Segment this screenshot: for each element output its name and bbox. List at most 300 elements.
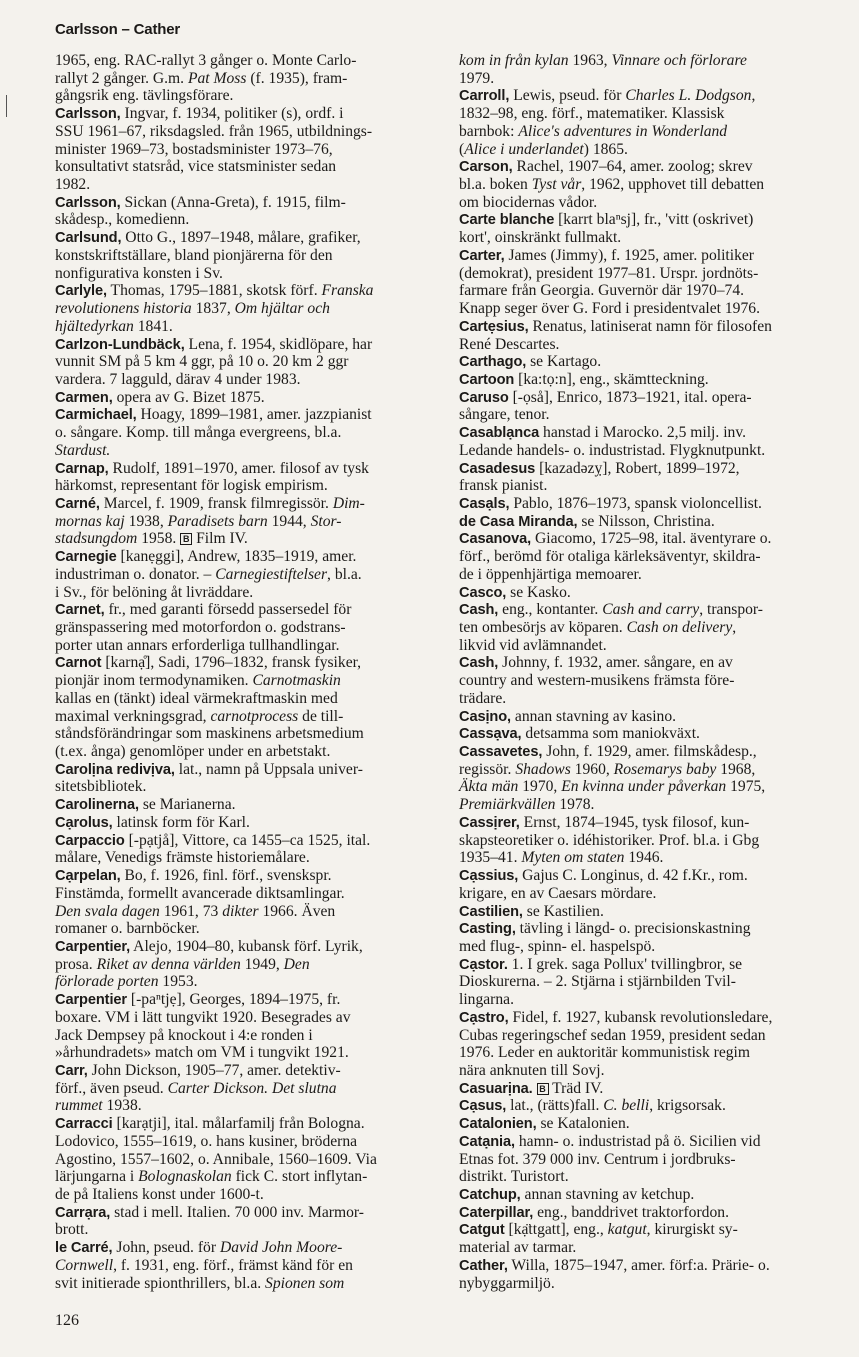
body-text: skådesp., komedienn. bbox=[55, 211, 190, 229]
text-line bbox=[55, 1044, 435, 1062]
text-line bbox=[55, 389, 435, 407]
body-text: [karnạ̊], Sadi, 1796–1832, fransk fysiker, bbox=[101, 654, 362, 672]
text-line bbox=[55, 442, 435, 460]
body-text: se Kasko. bbox=[506, 583, 571, 601]
headword: Carte blanche bbox=[459, 212, 555, 229]
text-line bbox=[459, 530, 839, 548]
headword: Carpentier, bbox=[55, 938, 131, 955]
body-text: 1965, eng. RAC-rallyt 3 gånger o. Monte Carlo- bbox=[55, 52, 357, 69]
headword: Catalonien, bbox=[459, 1116, 537, 1133]
body-text: pionjär inom termodynamiken. bbox=[55, 672, 253, 690]
italic-text: Alice i underlandet bbox=[464, 140, 584, 158]
headword: Casting, bbox=[459, 921, 516, 938]
body-text: 1978. bbox=[555, 796, 595, 814]
body-text: , transpor- bbox=[699, 601, 763, 619]
body-text: John Dickson, 1905–77, amer. detektiv- bbox=[87, 1061, 341, 1079]
body-text: ( bbox=[459, 140, 465, 158]
headword: Carnegie bbox=[55, 549, 117, 566]
text-line bbox=[459, 1027, 839, 1045]
body-text: Knapp seger över G. Ford i presidentvalet 1976. bbox=[459, 300, 760, 318]
body-text: lingarna. bbox=[459, 991, 514, 1009]
body-text: prosa. bbox=[55, 955, 97, 973]
text-line bbox=[55, 814, 435, 832]
headword: Cather, bbox=[459, 1257, 508, 1274]
text-line bbox=[55, 619, 435, 637]
text-line bbox=[459, 1168, 839, 1186]
body-text: ten ombesörjs av köparen. bbox=[459, 619, 627, 636]
text-line bbox=[55, 796, 435, 814]
text-line bbox=[459, 584, 839, 602]
text-line bbox=[55, 87, 435, 105]
body-text: John, f. 1929, amer. filmskådesp., bbox=[542, 743, 757, 761]
italic-text: C. belli bbox=[603, 1097, 650, 1115]
body-text: Lewis, pseud. för bbox=[509, 87, 626, 105]
body-text: de på Italiens konst under 1600-t. bbox=[55, 1186, 264, 1203]
text-line bbox=[55, 991, 435, 1009]
body-text: [kạ̈ttgatt], eng., bbox=[504, 1221, 608, 1239]
headword: Carpaccio bbox=[55, 832, 125, 849]
text-line bbox=[459, 1009, 839, 1027]
headword: Catchup, bbox=[459, 1187, 521, 1203]
text-line bbox=[55, 743, 435, 761]
body-text: maximal verkningsgrad, bbox=[55, 707, 211, 725]
body-text: (t.ex. ånga) genomlöper under en arbetstakt. bbox=[55, 743, 331, 761]
text-line bbox=[459, 814, 839, 832]
headword: Casadesus bbox=[459, 460, 536, 477]
text-line bbox=[459, 336, 839, 354]
body-text: om biocidernas vådor. bbox=[459, 193, 598, 211]
body-text: fr., med garanti försedd passersedel för bbox=[104, 601, 352, 619]
text-line bbox=[55, 247, 435, 265]
body-text: vunnit SM på 5 km 4 ggr, på 10 o. 20 km 2 ggr bbox=[55, 353, 349, 371]
body-text: [kazadəzỵ], Robert, 1899–1972, bbox=[535, 459, 740, 477]
text-line bbox=[55, 903, 435, 921]
body-text: 1976. Leder en auktoritär kommunistisk regim bbox=[459, 1044, 751, 1062]
body-text: gångsrik eng. tävlingsförare. bbox=[55, 87, 234, 105]
text-line bbox=[459, 867, 839, 885]
body-text: Sickan (Anna-Greta), f. 1915, film- bbox=[120, 193, 346, 211]
body-text: 1837, bbox=[191, 300, 235, 318]
text-line bbox=[459, 1239, 839, 1257]
text-line bbox=[55, 336, 435, 354]
body-text: 1961, 73 bbox=[159, 902, 223, 920]
italic-text: David John Moore- bbox=[219, 1239, 343, 1257]
text-line bbox=[459, 832, 839, 850]
text-line bbox=[55, 1097, 435, 1115]
text-line bbox=[459, 903, 839, 921]
body-text: bl.a. boken bbox=[459, 176, 532, 194]
body-text: Träd IV. bbox=[548, 1079, 604, 1097]
italic-text: carnotprocess bbox=[210, 707, 299, 725]
left-column bbox=[55, 52, 435, 1292]
text-line bbox=[55, 1080, 435, 1098]
body-text: 1938. bbox=[102, 1097, 142, 1115]
italic-text: Myten om staten bbox=[521, 849, 625, 867]
headword: Carson, bbox=[459, 159, 513, 176]
text-line bbox=[55, 211, 435, 229]
italic-text: Dim- bbox=[332, 494, 365, 512]
text-line bbox=[459, 282, 839, 300]
headword: Casịno, bbox=[459, 708, 512, 725]
body-text: annan stavning av kasino. bbox=[511, 707, 677, 725]
text-line bbox=[459, 601, 839, 619]
text-line bbox=[459, 460, 839, 478]
text-line bbox=[459, 938, 839, 956]
headword: Casablạnca bbox=[459, 425, 540, 442]
italic-text: Shadows bbox=[515, 760, 571, 778]
body-text: farmare från Georgia. Guvernör där 1970–74. bbox=[459, 282, 745, 300]
text-line bbox=[459, 176, 839, 194]
text-line bbox=[459, 708, 839, 726]
body-text: se Katalonien. bbox=[536, 1115, 630, 1133]
text-line bbox=[55, 1009, 435, 1027]
text-line bbox=[55, 141, 435, 159]
text-line bbox=[55, 371, 435, 389]
body-text: regissör. bbox=[459, 760, 516, 778]
body-text: 1944, bbox=[267, 512, 311, 530]
text-line bbox=[55, 672, 435, 690]
text-line bbox=[55, 1257, 435, 1275]
headword: Carroll, bbox=[459, 88, 510, 105]
text-line bbox=[55, 1168, 435, 1186]
body-text: Lena, f. 1954, skidlöpare, har bbox=[184, 335, 373, 353]
text-line bbox=[55, 867, 435, 885]
body-text: Rudolf, 1891–1970, amer. filosof av tysk bbox=[108, 459, 369, 477]
body-text: rallyt 2 gånger. G.m. bbox=[55, 69, 188, 87]
text-line bbox=[55, 920, 435, 938]
body-text: Giacomo, 1725–98, ital. äventyrare o. bbox=[531, 530, 772, 548]
body-text: opera av G. Bizet 1875. bbox=[112, 388, 265, 406]
page-number: 126 bbox=[55, 1312, 79, 1329]
headword: Carolinerna, bbox=[55, 797, 139, 814]
headword: Catạnia, bbox=[459, 1133, 515, 1150]
headword: Cartoon bbox=[459, 371, 515, 388]
body-text: konsultativt statsråd, vice statsminister sedan bbox=[55, 158, 337, 176]
text-line bbox=[55, 176, 435, 194]
body-text: se Marianerna. bbox=[138, 796, 236, 814]
body-text: härkomst, representant för logisk empirism. bbox=[55, 477, 328, 495]
text-line bbox=[55, 938, 435, 956]
text-line bbox=[459, 920, 839, 938]
text-line bbox=[459, 725, 839, 743]
body-text: [-pạtjå], Vittore, ca 1455–ca 1525, ital. bbox=[124, 831, 371, 849]
text-line bbox=[459, 1097, 839, 1115]
body-text: 1968, bbox=[716, 760, 756, 778]
italic-text: En kvinna under påverkan bbox=[561, 778, 727, 796]
headword: Carmichael, bbox=[55, 407, 137, 424]
body-text: [-paⁿtjẹ], Georges, 1894–1975, fr. bbox=[127, 991, 341, 1009]
text-line bbox=[459, 956, 839, 974]
text-line bbox=[459, 1257, 839, 1275]
italic-text: Carter Dickson. Det slutna bbox=[167, 1079, 337, 1097]
text-line bbox=[459, 513, 839, 531]
headword: Cartẹsius, bbox=[459, 318, 529, 335]
text-line bbox=[459, 690, 839, 708]
body-text: [karạtji], ital. målarfamilj från Bologna. bbox=[112, 1115, 365, 1133]
text-line bbox=[55, 229, 435, 247]
text-line bbox=[55, 282, 435, 300]
headword: Casco, bbox=[459, 584, 507, 601]
text-line bbox=[459, 1080, 839, 1098]
body-text: 1960, bbox=[570, 760, 614, 778]
italic-text: Franska bbox=[321, 282, 374, 300]
body-text: ståndsförändringar som maskinens arbetsmedium bbox=[55, 725, 364, 743]
headword: Cassạva, bbox=[459, 726, 522, 743]
italic-text: Cornwell bbox=[55, 1256, 114, 1274]
body-text: Thomas, 1795–1881, skotsk förf. bbox=[106, 282, 322, 300]
text-line bbox=[459, 300, 839, 318]
text-line bbox=[55, 1221, 435, 1239]
text-line bbox=[55, 885, 435, 903]
text-line bbox=[55, 1204, 435, 1222]
headword: Cạssius, bbox=[459, 868, 519, 885]
text-line bbox=[55, 832, 435, 850]
body-text: eng., banddrivet traktorfordon. bbox=[533, 1203, 729, 1221]
body-text: Johnny, f. 1932, amer. sångare, en av bbox=[498, 654, 733, 672]
italic-text: hjältedyrkan bbox=[55, 317, 134, 335]
body-text: nära anknuten till Sovj. bbox=[459, 1061, 605, 1079]
body-text: gränspassering med motorfordon o. godstrans- bbox=[55, 619, 346, 636]
body-text: krigare, en av Caesars mördare. bbox=[459, 884, 657, 902]
body-text: 1946. bbox=[624, 849, 664, 867]
italic-text: dikter bbox=[222, 902, 259, 920]
body-text: 1982. bbox=[55, 176, 91, 194]
text-line bbox=[459, 158, 839, 176]
headword: Carnot bbox=[55, 655, 102, 672]
italic-text: Stardust. bbox=[55, 441, 111, 459]
headword: le Carré, bbox=[55, 1240, 113, 1257]
body-text: [kanẹggi], Andrew, 1835–1919, amer. bbox=[116, 548, 357, 566]
body-text: Marcel, f. 1909, fransk filmregissör. bbox=[99, 494, 333, 512]
body-text: Ingvar, f. 1934, politiker (s), ordf. i bbox=[120, 105, 344, 123]
body-text: (demokrat), president 1977–81. Urspr. jordnöts- bbox=[459, 264, 759, 282]
text-line bbox=[55, 530, 435, 548]
italic-text: Den svala dagen bbox=[55, 902, 160, 920]
body-text: vardera. 7 lagguld, därav 4 under 1983. bbox=[55, 370, 301, 388]
body-text: eng., kontanter. bbox=[498, 601, 603, 619]
text-line bbox=[459, 87, 839, 105]
body-text: boxare. VM i lätt tungvikt 1920. Besegrades av bbox=[55, 1008, 351, 1026]
body-text: trädare. bbox=[459, 689, 507, 707]
body-text: [ka:tọ:n], eng., skämtteckning. bbox=[514, 370, 709, 388]
headword: de Casa Miranda, bbox=[459, 513, 578, 530]
body-text: [karrt blaⁿsj], fr., 'vitt (oskrivet) bbox=[554, 211, 754, 229]
body-text: stad i mell. Italien. 70 000 inv. Marmor- bbox=[110, 1203, 364, 1221]
body-text: nybyggarmiljö. bbox=[459, 1274, 555, 1292]
headword: Carr, bbox=[55, 1062, 88, 1079]
text-line bbox=[459, 1151, 839, 1169]
italic-text: Cash and carry bbox=[602, 601, 700, 619]
text-line bbox=[459, 389, 839, 407]
body-text: annan stavning av ketchup. bbox=[520, 1186, 695, 1203]
text-line bbox=[55, 123, 435, 141]
italic-text: Charles L. Dodgson bbox=[625, 87, 752, 105]
text-line bbox=[55, 654, 435, 672]
body-text: svit initierade spionthrillers, bl.a. bbox=[55, 1274, 266, 1292]
text-line bbox=[459, 654, 839, 672]
italic-text: Vinnare och förlorare bbox=[611, 52, 747, 69]
text-line bbox=[459, 566, 839, 584]
body-text: Cubas regeringschef sedan 1959, president sedan bbox=[459, 1026, 766, 1044]
text-line bbox=[55, 601, 435, 619]
italic-text: förlorade porten bbox=[55, 973, 159, 991]
body-text: , bl.a. bbox=[327, 565, 362, 583]
body-text: 1953. bbox=[158, 973, 198, 991]
body-text: 1979. bbox=[459, 69, 495, 87]
body-text: skapsteoretiker o. idéhistoriker. Prof. bl.a. i Gbg bbox=[459, 831, 760, 849]
body-text: se Nilsson, Christina. bbox=[577, 512, 715, 530]
body-text: Otto G., 1897–1948, målare, grafiker, bbox=[121, 229, 361, 247]
body-text: [-ọså], Enrico, 1873–1921, ital. opera- bbox=[508, 388, 752, 406]
text-line bbox=[459, 672, 839, 690]
body-text: Bo, f. 1926, finl. förf., svenskspr. bbox=[120, 867, 332, 885]
text-line bbox=[459, 353, 839, 371]
body-text: likvid vid avlämnandet. bbox=[459, 636, 607, 654]
body-text: 1938, bbox=[124, 512, 168, 530]
headword: Carlzon-Lundbäck, bbox=[55, 336, 185, 353]
body-text: detsamma som maniokväxt. bbox=[521, 725, 700, 743]
body-text: o. sångare. Komp. till många evergreens, bl.a. bbox=[55, 424, 342, 442]
text-line bbox=[55, 1151, 435, 1169]
body-text: Pablo, 1876–1973, spansk violoncellist. bbox=[509, 494, 762, 512]
body-text: 1966. Även bbox=[258, 902, 336, 920]
text-line bbox=[459, 991, 839, 1009]
body-text: 1975, bbox=[726, 778, 766, 796]
body-text: industriman o. donator. – bbox=[55, 565, 216, 583]
body-text: Finstämda, formellt avancerade diktsamlingar. bbox=[55, 884, 345, 902]
body-text: kallas en (tänkt) ideal värmekraftmaskin med bbox=[55, 689, 338, 707]
body-text: hamn- o. industristad på ö. Sicilien vid bbox=[514, 1132, 761, 1150]
body-text: Agostino, 1557–1602, o. Annibale, 1560–1609. Via bbox=[55, 1150, 377, 1168]
body-text: 1832–98, eng. förf., matematiker. Klassisk bbox=[459, 105, 725, 123]
body-text: kort', oinskränkt fullmakt. bbox=[459, 229, 622, 247]
text-line bbox=[55, 318, 435, 336]
headword: Carpentier bbox=[55, 992, 127, 1009]
body-text: John, pseud. för bbox=[112, 1239, 220, 1257]
body-text: Film IV. bbox=[192, 530, 248, 548]
body-text: Lodovico, 1555–1619, o. hans kusiner, bröderna bbox=[55, 1132, 358, 1150]
page-edge-mark bbox=[6, 95, 7, 117]
text-line bbox=[55, 725, 435, 743]
text-line bbox=[459, 1062, 839, 1080]
text-line bbox=[459, 194, 839, 212]
text-line bbox=[55, 956, 435, 974]
text-line bbox=[55, 1027, 435, 1045]
headword: Carracci bbox=[55, 1116, 113, 1133]
body-text: nonfigurativa konsten i Sv. bbox=[55, 264, 223, 282]
text-line bbox=[55, 1133, 435, 1151]
text-line bbox=[55, 778, 435, 796]
italic-text: mornas kaj bbox=[55, 512, 125, 530]
italic-text: Om hjältar och bbox=[234, 300, 330, 318]
text-line bbox=[459, 885, 839, 903]
italic-text: Carnegiestiftelser bbox=[215, 565, 328, 583]
body-text: (f. 1935), fram- bbox=[246, 69, 348, 87]
text-line bbox=[459, 477, 839, 495]
headword: Carolịna redivịva, bbox=[55, 761, 175, 778]
body-text: SSU 1961–67, riksdagsled. från 1965, utbildnings- bbox=[55, 122, 373, 140]
body-text: , krigsorsak. bbox=[649, 1097, 726, 1115]
body-text: 1958. bbox=[137, 530, 181, 548]
text-line bbox=[459, 105, 839, 123]
headword: Cassavetes, bbox=[459, 744, 543, 761]
headword: Cạrpelan, bbox=[55, 868, 121, 885]
body-text: 1935–41. bbox=[459, 849, 522, 867]
headword: Cash, bbox=[459, 602, 499, 619]
body-text: porter utan annars erforderliga tullhandlingar. bbox=[55, 636, 340, 654]
body-text: se Kartago. bbox=[526, 353, 602, 371]
italic-text: Premiärkvällen bbox=[459, 796, 556, 814]
body-text: 1. I grek. saga Pollux' tvillingbror, se bbox=[507, 955, 743, 973]
text-line bbox=[459, 796, 839, 814]
body-text: , bbox=[732, 619, 737, 636]
picture-reference-icon: B bbox=[537, 1083, 549, 1095]
text-line bbox=[459, 318, 839, 336]
text-line bbox=[55, 690, 435, 708]
picture-reference-icon: B bbox=[180, 533, 192, 545]
text-line bbox=[55, 52, 435, 70]
headword: Carthago, bbox=[459, 354, 527, 371]
text-line bbox=[55, 495, 435, 513]
body-text: Etnas fot. 379 000 inv. Centrum i jordbruks- bbox=[459, 1150, 736, 1168]
text-line bbox=[459, 211, 839, 229]
body-text: , bbox=[751, 87, 756, 105]
text-line bbox=[459, 637, 839, 655]
headword: Casuarịna. bbox=[459, 1080, 533, 1097]
body-text: brott. bbox=[55, 1221, 89, 1239]
italic-text: revolutionens historia bbox=[55, 300, 192, 318]
text-line bbox=[55, 105, 435, 123]
text-line bbox=[459, 619, 839, 637]
text-line bbox=[459, 973, 839, 991]
headword: Casanova, bbox=[459, 531, 532, 548]
body-text: James (Jimmy), f. 1925, amer. politiker bbox=[504, 246, 755, 264]
text-line bbox=[55, 973, 435, 991]
body-text: Dioskurerna. – 2. Stjärna i stjärnbilden Tvil- bbox=[459, 973, 736, 991]
text-line bbox=[55, 1186, 435, 1204]
headword: Carter, bbox=[459, 247, 505, 264]
body-text: Gajus C. Longinus, d. 42 f.Kr., rom. bbox=[518, 867, 748, 885]
text-line bbox=[459, 141, 839, 159]
italic-text: stadsungdom bbox=[55, 530, 138, 548]
text-line bbox=[55, 460, 435, 478]
body-text: fick C. stort inflytan- bbox=[231, 1168, 368, 1186]
headword: Carné, bbox=[55, 495, 100, 512]
body-text: »århundradets» match om VM i tungvikt 1921. bbox=[55, 1044, 349, 1062]
headword: Carmen, bbox=[55, 389, 113, 406]
text-line bbox=[55, 477, 435, 495]
body-text: minister 1969–73, bostadsminister 1973–76, bbox=[55, 140, 333, 158]
headword: Caruso bbox=[459, 389, 509, 406]
body-text: barnbok: bbox=[459, 122, 519, 140]
text-line bbox=[459, 70, 839, 88]
body-text: René Descartes. bbox=[459, 335, 560, 353]
body-text: Hoagy, 1899–1981, amer. jazzpianist bbox=[136, 406, 372, 424]
text-line bbox=[55, 548, 435, 566]
body-text: målare, Venedigs främste historiemålare. bbox=[55, 849, 310, 867]
body-text: Willa, 1875–1947, amer. förf:a. Prärie- o. bbox=[507, 1256, 770, 1274]
headword: Carlyle, bbox=[55, 283, 107, 300]
text-line bbox=[55, 424, 435, 442]
text-line bbox=[55, 584, 435, 602]
text-line bbox=[459, 52, 839, 70]
text-line bbox=[459, 442, 839, 460]
body-text: se Kastilien. bbox=[522, 902, 604, 920]
body-text: i Sv., för belöning åt livräddare. bbox=[55, 583, 254, 601]
text-line bbox=[55, 265, 435, 283]
body-text: Ernst, 1874–1945, tysk filosof, kun- bbox=[519, 813, 750, 831]
headword: Carlsund, bbox=[55, 230, 122, 247]
